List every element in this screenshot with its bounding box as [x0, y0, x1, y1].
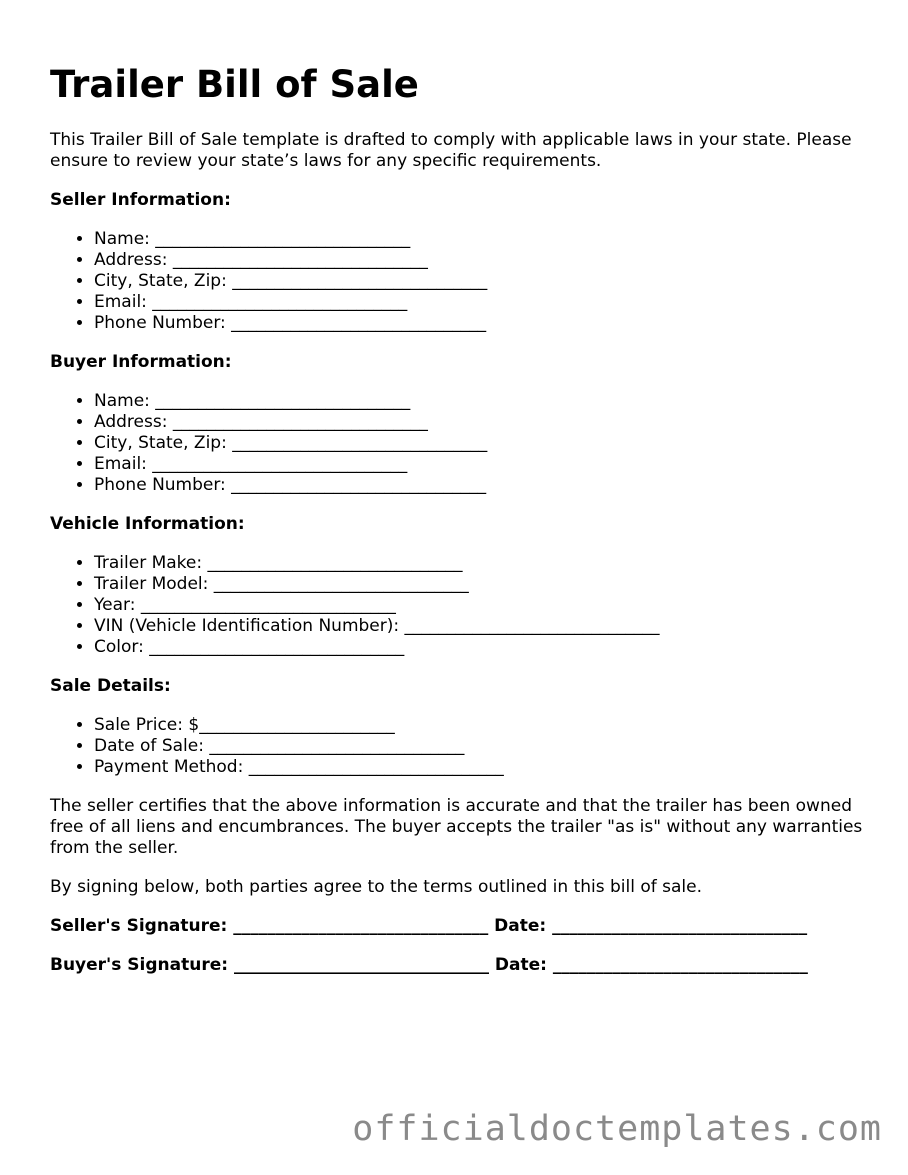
- list-item: • Name: ______________________________: [94, 391, 870, 412]
- sale-details-list: [50, 715, 870, 778]
- list-item: • Payment Method: ______________________________: [94, 757, 870, 778]
- seller-info-heading: Seller Information:: [50, 190, 231, 210]
- list-item: • Date of Sale: ______________________________: [94, 736, 870, 757]
- watermark: officialdoctemplates.com: [352, 1109, 882, 1149]
- list-item: • Email: ______________________________: [94, 454, 870, 475]
- intro-paragraph: This Trailer Bill of Sale template is drafted to comply with applicable laws in your state. Please ensure to review your state’s laws for any specific requirements.: [50, 130, 852, 171]
- list-item: • Color: ______________________________: [94, 637, 870, 658]
- agreement-paragraph: By signing below, both parties agree to the terms outlined in this bill of sale.: [50, 877, 703, 897]
- buyer-info-heading: Buyer Information:: [50, 352, 232, 372]
- list-item: • VIN (Vehicle Identification Number): ______________________________: [94, 616, 870, 637]
- buyer-signature-line: Buyer's Signature: ______________________________ Date: ______________________________: [50, 955, 808, 975]
- seller-info-list: [50, 229, 870, 334]
- seller-signature-line: Seller's Signature: ______________________________ Date: ______________________________: [50, 916, 808, 936]
- document-title: Trailer Bill of Sale: [50, 63, 419, 106]
- certification-paragraph: The seller certifies that the above information is accurate and that the trailer has been owned free of all liens and encumbrances. The buyer accepts the trailer "as is" without any warranties from the seller.: [50, 796, 863, 858]
- buyer-info-list: [50, 391, 870, 496]
- list-item: • Email: ______________________________: [94, 292, 870, 313]
- list-item: • Phone Number: ______________________________: [94, 475, 870, 496]
- list-item: • Sale Price: $_______________________: [94, 715, 870, 736]
- list-item: • Year: ______________________________: [94, 595, 870, 616]
- sale-details-heading: Sale Details:: [50, 676, 171, 696]
- vehicle-info-heading: Vehicle Information:: [50, 514, 245, 534]
- document-page: [50, 62, 870, 994]
- vehicle-info-list: [50, 553, 870, 658]
- list-item: • Name: ______________________________: [94, 229, 870, 250]
- list-item: • Trailer Make: ______________________________: [94, 553, 870, 574]
- list-item: • City, State, Zip: ______________________________: [94, 271, 870, 292]
- list-item: • Address: ______________________________: [94, 412, 870, 433]
- list-item: • Address: ______________________________: [94, 250, 870, 271]
- list-item: • City, State, Zip: ______________________________: [94, 433, 870, 454]
- list-item: • Phone Number: ______________________________: [94, 313, 870, 334]
- list-item: • Trailer Model: ______________________________: [94, 574, 870, 595]
